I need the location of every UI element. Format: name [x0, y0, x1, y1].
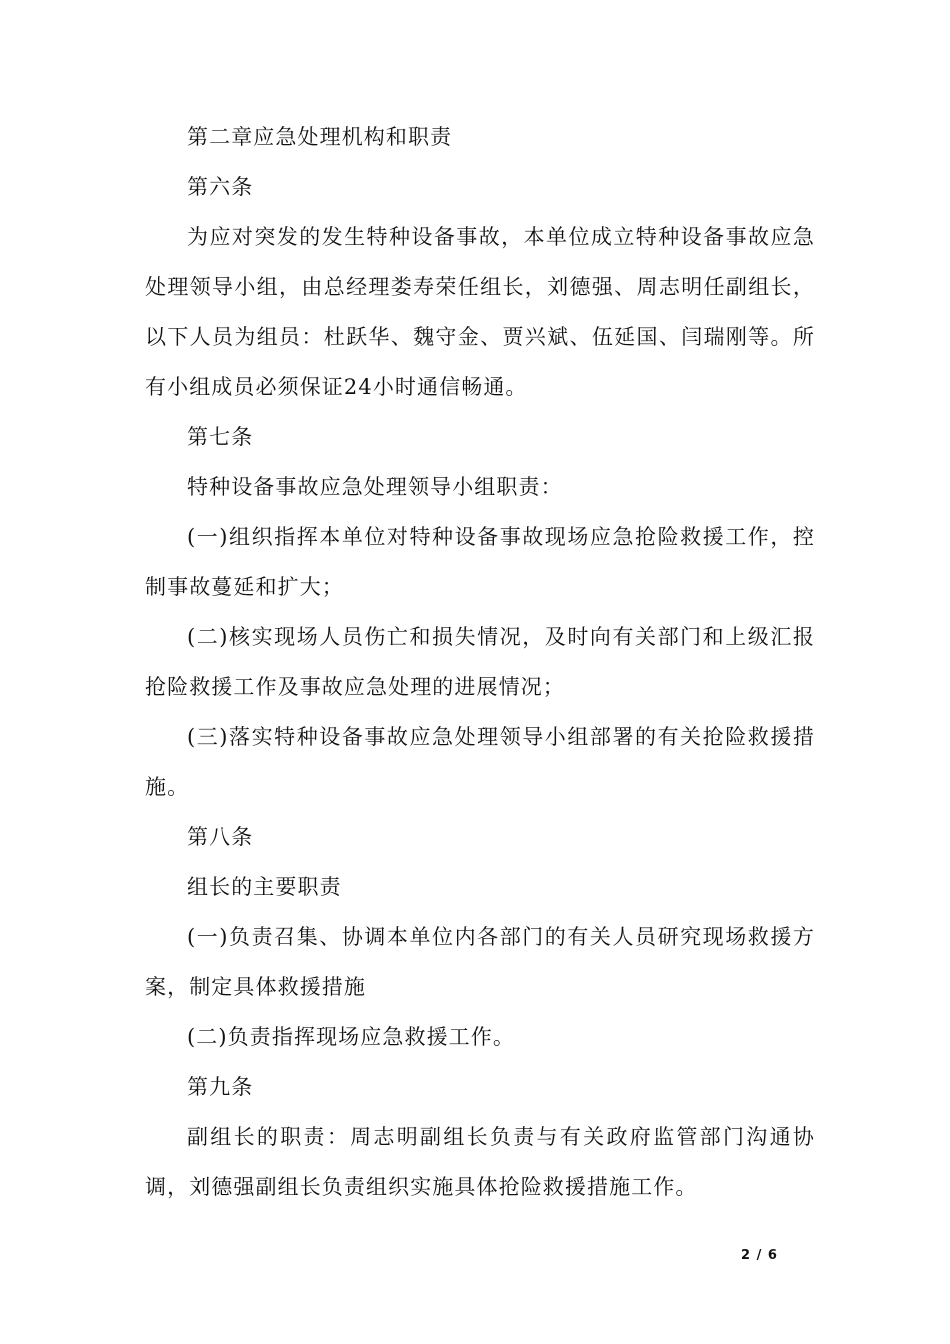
article-8-intro: 组长的主要职责	[187, 875, 342, 899]
article-6-title: 第六条	[187, 175, 254, 199]
article-7-item-2: (二)核实现场人员伤亡和损失情况，及时向有关部门和上级汇报抢险救援工作及事故应急处理的进展情况；	[145, 625, 815, 699]
article-7-item-1: (一)组织指挥本单位对特种设备事故现场应急抢险救援工作，控制事故蔓延和扩大；	[145, 525, 815, 599]
article-7-title: 第七条	[187, 425, 254, 449]
article-8-item-2: (二)负责指挥现场应急救援工作。	[187, 1025, 515, 1049]
article-8-title: 第八条	[187, 825, 254, 849]
article-7-intro: 特种设备事故应急处理领导小组职责：	[187, 475, 563, 499]
chapter-heading: 第二章应急处理机构和职责	[187, 125, 453, 149]
page-number: 2 / 6	[741, 1248, 778, 1263]
article-7-item-3: (三)落实特种设备事故应急处理领导小组部署的有关抢险救援措施。	[145, 725, 815, 799]
article-9-title: 第九条	[187, 1075, 254, 1099]
document-body	[145, 112, 815, 1212]
article-6-text: 为应对突发的发生特种设备事故，本单位成立特种设备事故应急处理领导小组，由总经理娄寿荣任组长，刘德强、周志明任副组长，以下人员为组员：杜跃华、魏守金、贾兴斌、伍延国、闫瑞刚等。所有小组成员必须保证24小时通信畅通。	[145, 225, 815, 399]
article-9-text: 副组长的职责：周志明副组长负责与有关政府监管部门沟通协调，刘德强副组长负责组织实施具体抢险救援措施工作。	[145, 1125, 815, 1199]
article-8-item-1: (一)负责召集、协调本单位内各部门的有关人员研究现场救援方案，制定具体救援措施	[145, 925, 815, 999]
